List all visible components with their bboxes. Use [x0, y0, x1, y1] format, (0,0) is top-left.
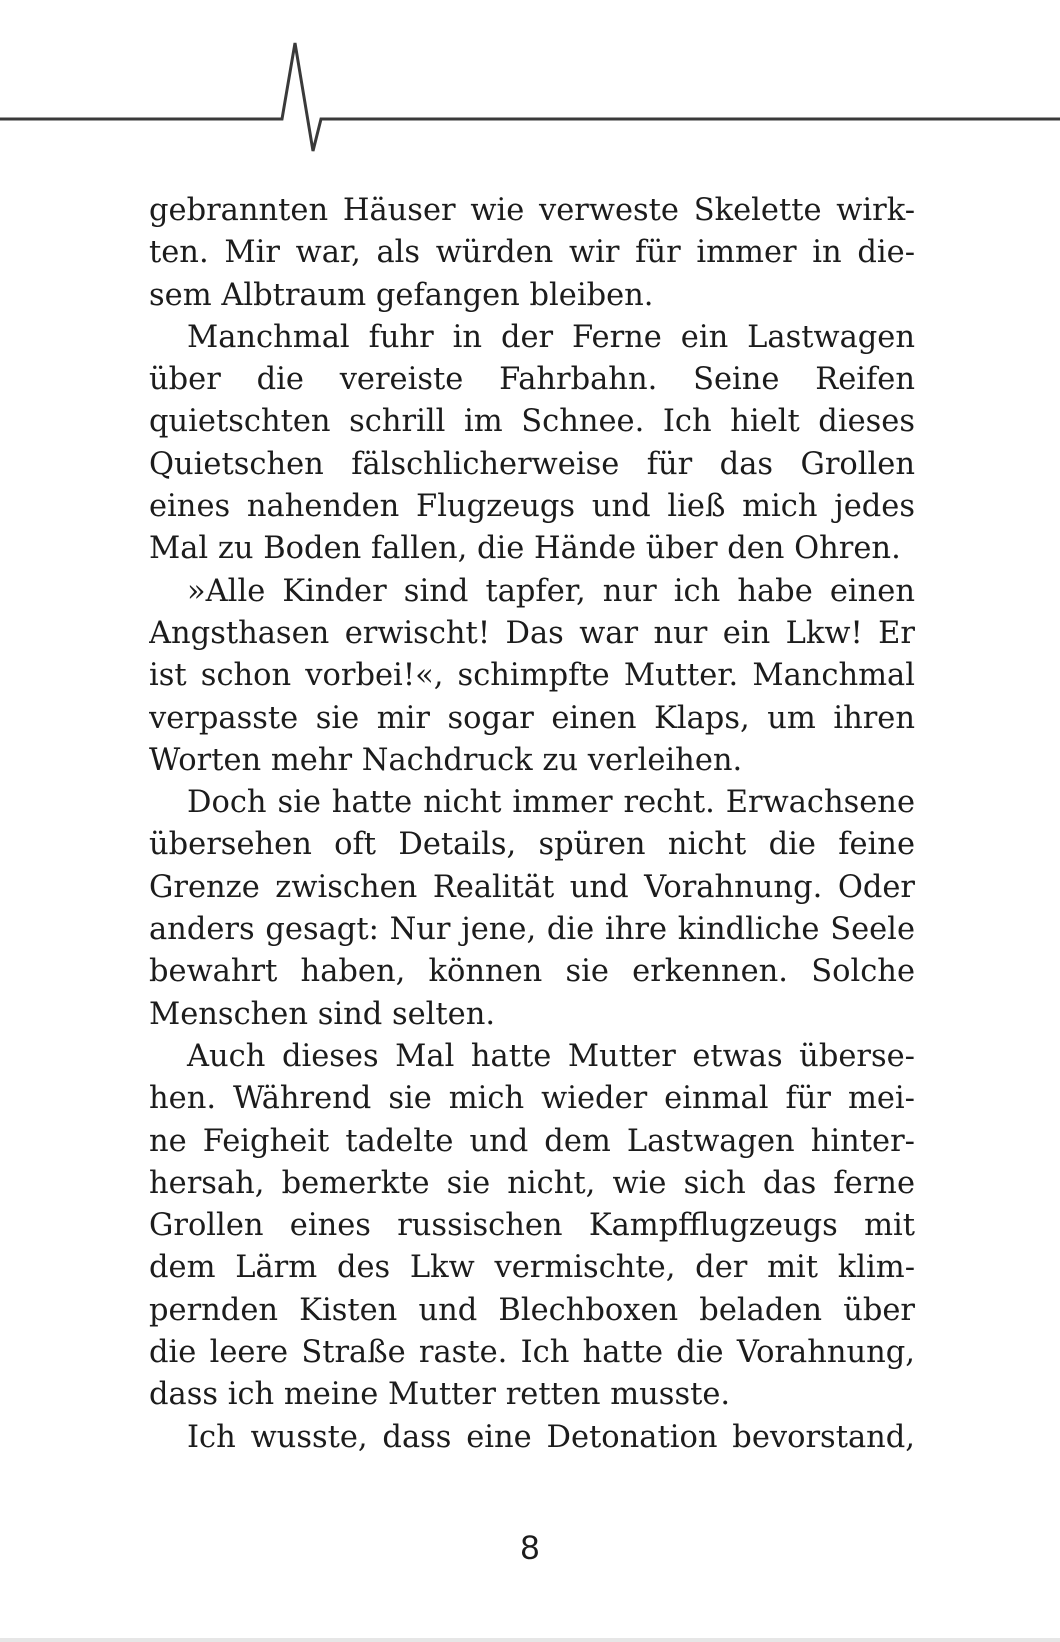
text-line: Worten mehr Nachdruck zu verleihen.: [149, 742, 743, 778]
text-line: Ich wusste, dass eine Detonation bevorstand,: [187, 1419, 915, 1455]
text-line: ne Feigheit tadelte und dem Lastwagen hinter-: [149, 1123, 915, 1159]
text-line: »Alle Kinder sind tapfer, nur ich habe einen: [187, 573, 915, 609]
text-line: Manchmal fuhr in der Ferne ein Lastwagen: [187, 319, 915, 355]
text-line: dem Lärm des Lkw vermischte, der mit klim-: [149, 1250, 915, 1286]
text-line: pernden Kisten und Blechboxen beladen über: [149, 1292, 915, 1328]
text-line: ten. Mir war, als würden wir für immer in die-: [149, 235, 915, 271]
heartbeat-line: [0, 43, 1060, 151]
text-line: Auch dieses Mal hatte Mutter etwas überse-: [187, 1038, 915, 1074]
text-line: Angsthasen erwischt! Das war nur ein Lkw! Er: [149, 615, 915, 651]
text-line: anders gesagt: Nur jene, die ihre kindliche Seele: [149, 912, 915, 948]
text-line: hersah, bemerkte sie nicht, wie sich das ferne: [149, 1165, 915, 1201]
text-line: bewahrt haben, können sie erkennen. Solche: [149, 954, 915, 990]
text-line: Doch sie hatte nicht immer recht. Erwachsene: [187, 785, 915, 821]
text-line: dass ich meine Mutter retten musste.: [149, 1377, 731, 1413]
text-line: Quietschen fälschlicherweise für das Grollen: [149, 446, 915, 482]
page-bottom-edge: [0, 1638, 1060, 1642]
text-line: hen. Während sie mich wieder einmal für mei-: [149, 1081, 915, 1117]
body-text: [149, 190, 915, 1459]
text-line: gebrannten Häuser wie verweste Skelette wirk-: [149, 193, 915, 228]
page-number: 8: [520, 1529, 540, 1567]
text-line: sem Albtraum gefangen bleiben.: [149, 277, 654, 313]
text-line: Grenze zwischen Realität und Vorahnung. Oder: [149, 869, 915, 905]
text-line: Menschen sind selten.: [149, 996, 496, 1032]
text-line: Mal zu Boden fallen, die Hände über den Ohren.: [149, 531, 901, 567]
text-line: ist schon vorbei!«, schimpfte Mutter. Manchmal: [149, 658, 915, 694]
text-line: Grollen eines russischen Kampfflugzeugs mit: [149, 1208, 915, 1244]
text-line: über die vereiste Fahrbahn. Seine Reifen: [149, 362, 915, 398]
text-line: verpasste sie mir sogar einen Klaps, um ihren: [149, 700, 915, 736]
text-line: quietschten schrill im Schnee. Ich hielt dieses: [149, 404, 915, 440]
heartbeat-rule: [0, 0, 1060, 170]
text-line: übersehen oft Details, spüren nicht die feine: [149, 827, 915, 863]
text-line: die leere Straße raste. Ich hatte die Vorahnung,: [149, 1335, 915, 1371]
text-line: eines nahenden Flugzeugs und ließ mich jedes: [149, 489, 915, 525]
